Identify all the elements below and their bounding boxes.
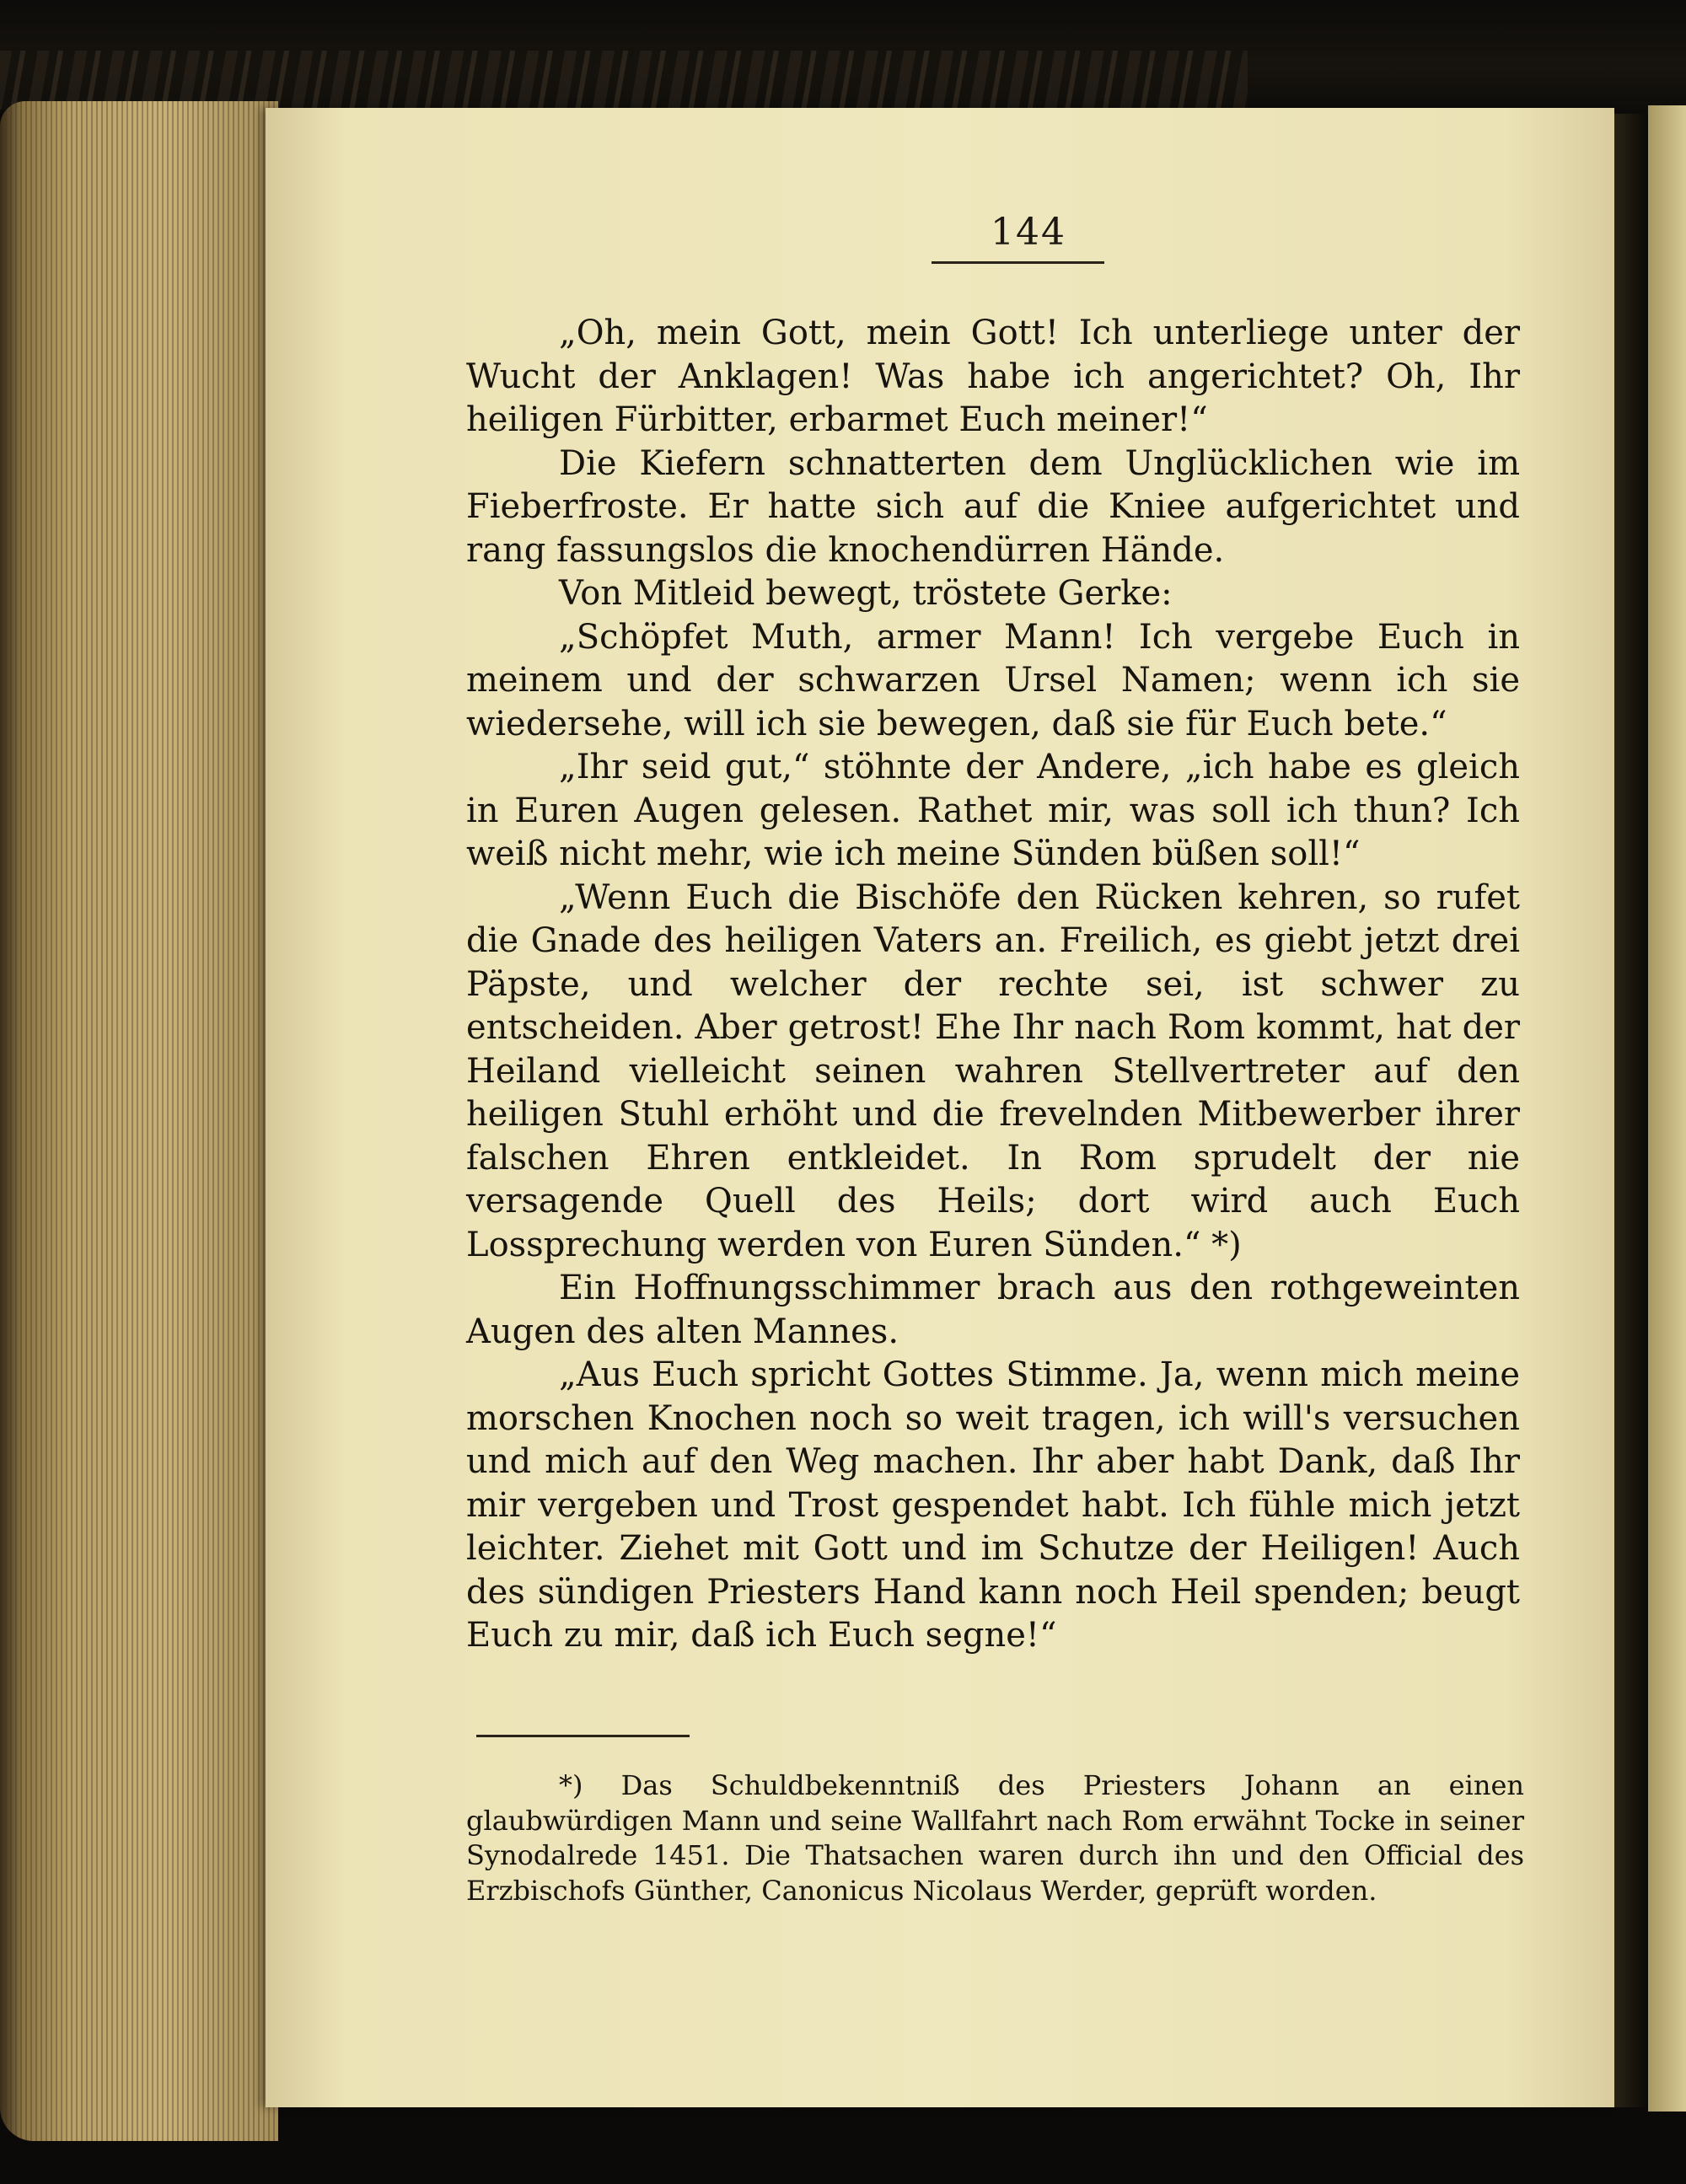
footnote-rule (476, 1735, 690, 1737)
paragraph: „Wenn Euch die Bischöfe den Rücken kehren, so rufet die Gnade des heiligen Vaters an. Freilich, es giebt jetzt drei Päpste, und welcher der rechte sei, ist schwer zu entscheiden. Aber getrost! Ehe Ihr nach Rom kommt, hat der Heiland vielleicht seinen wahren Stellvertreter auf den heiligen Stuhl erhöht und die frevelnden Mitbewerber ihrer falschen Ehren entkleidet. In Rom sprudelt der nie versagende Quell des Heils; dort wird auch Euch Lossprechung werden von Euren Sünden.“ *) (466, 877, 1520, 1264)
paragraph: „Aus Euch spricht Gottes Stimme. Ja, wenn mich meine morschen Knochen noch so weit tragen, ich will's versuchen und mich auf den Weg machen. Ihr aber habt Dank, daß Ihr mir vergeben und Trost gespendet habt. Ich fühle mich jetzt leichter. Ziehet mit Gott und im Schutze der Heiligen! Auch des sündigen Priesters Hand kann noch Heil spenden; beugt Euch zu mir, daß ich Euch segne!“ (466, 1355, 1520, 1655)
main-text (466, 312, 1520, 1658)
book-gutter (1614, 114, 1648, 2107)
paragraph: „Oh, mein Gott, mein Gott! Ich unterliege unter der Wucht der Anklagen! Was habe ich angerichtet? Oh, Ihr heiligen Fürbitter, erbarmet Euch meiner!“ (466, 314, 1520, 439)
page-number: 144 (991, 211, 1066, 254)
footnote: *) Das Schuldbekenntniß des Priesters Johann an einen glaubwürdigen Mann und seine Wallfahrt nach Rom erwähnt Tocke in seiner Synodalrede 1451. Die Thatsachen waren durch ihn und den Official des Erzbischofs Günther, Canonicus Nicolaus Werder, geprüft worden. (466, 1769, 1524, 1907)
paragraph: Die Kiefern schnatterten dem Unglücklichen wie im Fieberfroste. Er hatte sich auf die Kniee aufgerichtet und rang fassungslos die knochendürren Hände. (466, 443, 1520, 570)
paragraph: Von Mitleid bewegt, tröstete Gerke: (559, 574, 1173, 613)
paragraph: „Ihr seid gut,“ stöhnte der Andere, „ich habe es gleich in Euren Augen gelesen. Rathet mir, was soll ich thun? Ich weiß nicht mehr, wie ich meine Sünden büßen soll!“ (466, 748, 1520, 873)
page-number-rule (932, 261, 1104, 264)
scan-top-border (0, 0, 1686, 114)
paragraph: „Schöpfet Muth, armer Mann! Ich vergebe Euch in meinem und der schwarzen Ursel Namen; wenn ich sie wiedersehe, will ich sie bewegen, daß sie für Euch bete.“ (466, 617, 1520, 743)
stacked-page-edges (0, 101, 278, 2141)
facing-page-edge (1648, 105, 1686, 2112)
paragraph: Ein Hoffnungsschimmer brach aus den rothgeweinten Augen des alten Mannes. (466, 1269, 1520, 1351)
